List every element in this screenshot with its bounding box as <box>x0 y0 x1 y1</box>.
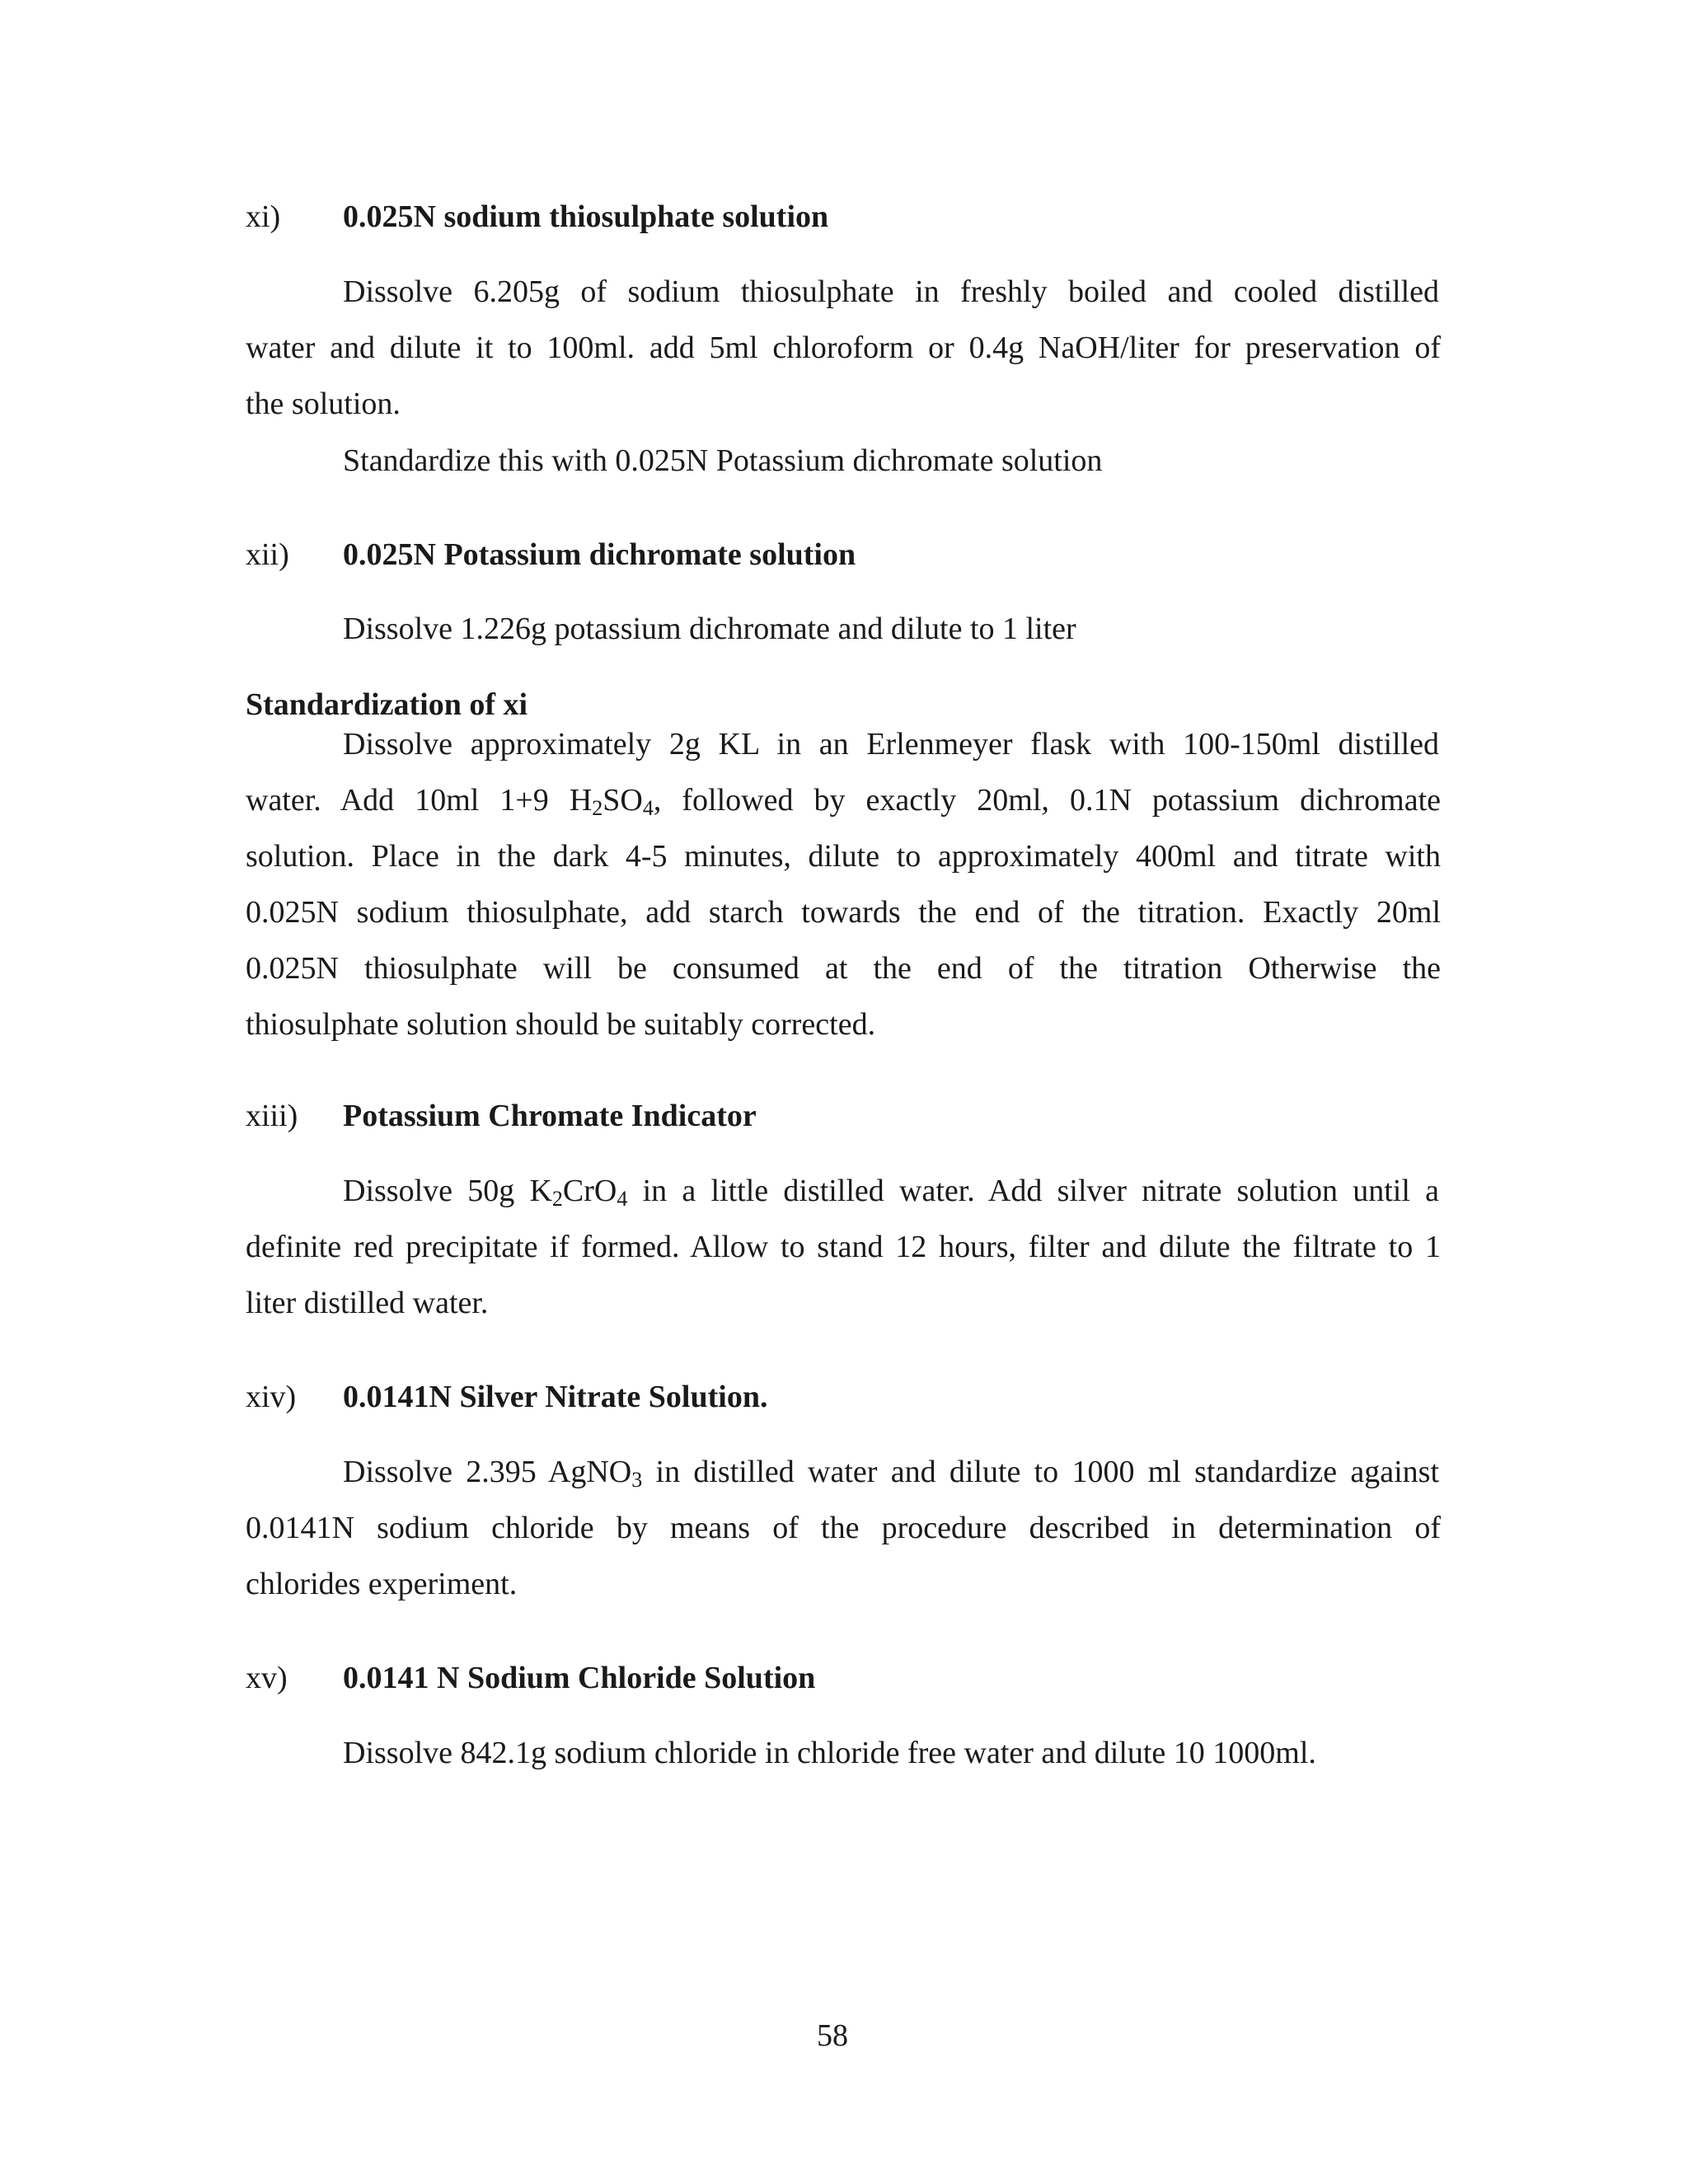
section-xiii-heading: Potassium Chromate Indicator <box>343 1099 757 1133</box>
section-xi-standardize-line: Standardize this with 0.025N Potassium dichromate solution <box>343 443 1103 478</box>
section-xi-para-line-2: water and dilute it to 100ml. add 5ml chloroform or 0.4g NaOH/liter for preservation of <box>246 330 1441 365</box>
section-xi-numeral: xi) <box>246 199 281 234</box>
std-line2-subscript-2: 4 <box>642 796 654 820</box>
section-xi-heading: 0.025N sodium thiosulphate solution <box>343 199 829 234</box>
section-xiv-line-1 <box>343 1455 1440 1492</box>
section-xiv-numeral: xiv) <box>246 1380 297 1414</box>
section-xiv-line-3: chlorides experiment. <box>246 1567 518 1601</box>
section-xi-para-line-3: the solution. <box>246 387 401 421</box>
section-xiii-line-1 <box>343 1174 1439 1211</box>
xiii-line1-subscript-2: 4 <box>617 1187 628 1211</box>
section-xii-line: Dissolve 1.226g potassium dichromate and dilute to 1 liter <box>343 612 1076 646</box>
section-xii-heading: 0.025N Potassium dichromate solution <box>343 537 856 572</box>
xiv-line1-part-a: Dissolve 2.395 AgNO <box>343 1455 632 1489</box>
standardization-line-1: Dissolve approximately 2g KL in an Erlenmeyer flask with 100-150ml distilled <box>343 727 1439 762</box>
std-line2-part-b: SO <box>603 783 643 818</box>
section-xiv-heading: 0.0141N Silver Nitrate Solution. <box>343 1380 768 1414</box>
xiii-line1-part-a: Dissolve 50g K <box>343 1174 552 1208</box>
section-xiii-line-2: definite red precipitate if formed. Allow to stand 12 hours, filter and dilute the filtrate to 1 <box>246 1230 1441 1264</box>
standardization-line-6: thiosulphate solution should be suitably corrected. <box>246 1007 876 1042</box>
xiii-line1-part-b: CrO <box>562 1174 617 1208</box>
section-xii-numeral: xii) <box>246 537 289 572</box>
xiii-line1-subscript-1: 2 <box>551 1187 563 1211</box>
standardization-line-2 <box>246 783 1441 818</box>
xiii-line1-part-c: in a little distilled water. Add silver nitrate solution until a <box>627 1174 1439 1208</box>
standardization-line-5: 0.025N thiosulphate will be consumed at the end of the titration Otherwise the <box>246 951 1441 986</box>
standardization-heading: Standardization of xi <box>246 687 528 722</box>
page-number: 58 <box>817 2018 848 2053</box>
section-xiii-numeral: xiii) <box>246 1099 298 1133</box>
section-xiii-line-3: liter distilled water. <box>246 1286 489 1320</box>
standardization-line-4: 0.025N sodium thiosulphate, add starch towards the end of the titration. Exactly 20ml <box>246 895 1441 930</box>
xiv-line1-part-b: in distilled water and dilute to 1000 ml standardize against <box>642 1455 1440 1489</box>
section-xv-numeral: xv) <box>246 1661 288 1695</box>
std-line2-part-c: , followed by exactly 20ml, 0.1N potassium dichromate <box>653 783 1442 818</box>
section-xv-heading: 0.0141 N Sodium Chloride Solution <box>343 1661 816 1695</box>
section-xv-line: Dissolve 842.1g sodium chloride in chloride free water and dilute 10 1000ml. <box>343 1736 1316 1770</box>
std-line2-subscript-1: 2 <box>592 796 603 820</box>
standardization-line-3: solution. Place in the dark 4-5 minutes, dilute to approximately 400ml and titrate with <box>246 839 1441 874</box>
section-xi-para-line-1: Dissolve 6.205g of sodium thiosulphate in freshly boiled and cooled distilled <box>343 274 1439 309</box>
std-line2-part-a: water. Add 10ml 1+9 H <box>246 783 593 818</box>
section-xiv-line-2: 0.0141N sodium chloride by means of the procedure described in determination of <box>246 1511 1441 1545</box>
xiv-line1-subscript: 3 <box>631 1468 643 1492</box>
